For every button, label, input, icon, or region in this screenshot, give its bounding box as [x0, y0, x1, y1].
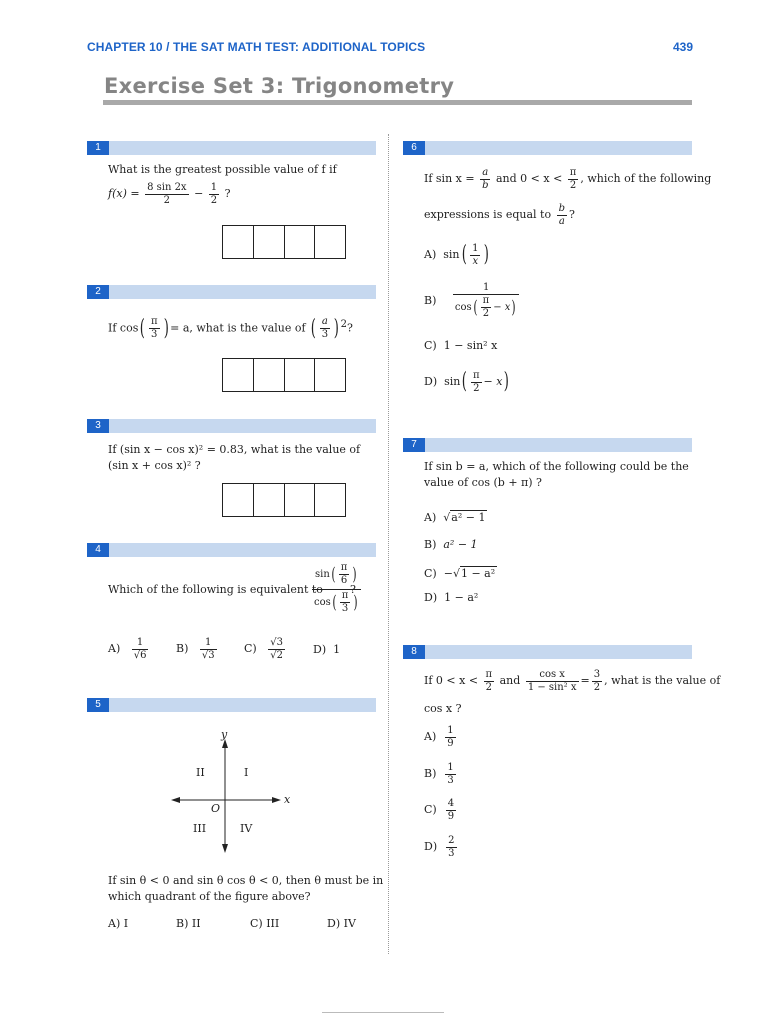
answer-cell[interactable]: [285, 359, 316, 391]
q5-choice-c[interactable]: C) III: [250, 917, 280, 930]
column-divider: [388, 134, 389, 954]
running-header: [87, 40, 693, 60]
question-number: 1: [87, 141, 109, 155]
origin-label: O: [211, 802, 221, 815]
question-bar-4: [87, 543, 376, 557]
q3-answer-grid[interactable]: [222, 483, 346, 517]
q1-tail: ?: [224, 187, 231, 200]
q7-choice-a[interactable]: A) √a² − 1: [424, 511, 486, 524]
q6-choice-b[interactable]: B) 1 cos( $\frac{\pi}{2}$ − x): [424, 282, 521, 320]
question-number: 2: [87, 285, 109, 299]
choice-label: A): [424, 730, 437, 743]
choice-den: √3: [201, 649, 215, 661]
q3-line1: If (sin x − cos x)² = 0.83, what is the value of: [108, 443, 361, 456]
q1-num2: 1: [210, 181, 218, 193]
q1-num1: 8 sin 2x: [147, 181, 187, 193]
choice-minus: −: [443, 567, 453, 580]
q6-stem: [424, 164, 711, 194]
q1-fraction-2: [209, 182, 219, 207]
question-bar-8: [403, 645, 692, 659]
choice-label: B): [176, 642, 189, 655]
answer-cell[interactable]: [223, 226, 254, 258]
q2-stem: If cos( $\frac{\pi}{3}$ ) = a, what is the value of ( $\frac{a}{3}$ ) $^2$?: [108, 315, 353, 341]
q6-and: and 0 < x <: [495, 172, 563, 185]
q6-choice-d[interactable]: D) sin( $\frac{\pi}{2}$ − x): [424, 369, 510, 394]
q8-three: 3: [593, 668, 601, 680]
quadrant-iv-label: IV: [240, 822, 253, 835]
question-number: 6: [403, 141, 425, 155]
choice-num: 1: [200, 637, 217, 650]
choice-num: 1: [447, 761, 454, 773]
q4-pi: π: [340, 562, 348, 573]
q4-sin: sin: [314, 569, 330, 580]
quadrant-figure: [168, 724, 298, 856]
q7-line2: value of cos (b + π) ?: [424, 476, 542, 489]
q5-choice-a[interactable]: A) I: [108, 917, 129, 930]
choice-den: 3: [447, 774, 454, 786]
answer-cell[interactable]: [223, 484, 254, 516]
q1-answer-grid[interactable]: [222, 225, 346, 259]
quadrant-iii-label: III: [193, 822, 207, 835]
q6-b2: b: [558, 202, 565, 214]
choice-two: 2: [482, 308, 490, 319]
x-axis-arrow-right: [272, 797, 281, 803]
choice-label: C): [424, 567, 437, 580]
q7-choice-d[interactable]: [424, 590, 478, 606]
question-bar-5: [87, 698, 376, 712]
answer-cell[interactable]: [254, 484, 285, 516]
question-bar-1: [87, 141, 376, 155]
choice-den: √2: [270, 649, 283, 661]
q4-choice-b[interactable]: [176, 634, 219, 664]
y-axis-label: y: [221, 728, 228, 741]
q1-fx: f(x) =: [108, 187, 140, 200]
answer-cell[interactable]: [315, 359, 345, 391]
q6-two: 2: [569, 179, 577, 191]
choice-den: x: [472, 255, 479, 267]
q2-eq: = a, what is the value of: [170, 321, 306, 335]
q8-choice-d[interactable]: [424, 832, 459, 862]
choice-label: B): [424, 538, 437, 551]
choice-label: A): [424, 511, 437, 524]
q8-num: cos x: [526, 669, 579, 682]
q2-pi: π: [150, 316, 158, 328]
answer-cell[interactable]: [315, 484, 345, 516]
q8-choice-c[interactable]: [424, 795, 458, 825]
q8-stem: [424, 666, 720, 696]
q4-choice-c[interactable]: [244, 634, 287, 664]
answer-cell[interactable]: [254, 359, 285, 391]
q1-expression: f(x) = $\frac{8 \sin 2x}{2}$ − $\frac{1}{2}$ ?: [108, 181, 231, 206]
choice-pi: π: [472, 369, 480, 381]
choice-value: 1: [333, 643, 341, 656]
q4-choice-d[interactable]: [313, 642, 340, 658]
q8-and: and: [499, 674, 521, 687]
choice-sin: sin: [443, 248, 460, 261]
choice-num: 2: [448, 834, 455, 846]
choice-num: 1: [472, 242, 479, 254]
question-number: 7: [403, 438, 425, 452]
q6-if: If sin x =: [424, 172, 475, 185]
q2-tail: ?: [347, 321, 353, 335]
choice-sin: sin: [444, 375, 461, 388]
answer-cell[interactable]: [254, 226, 285, 258]
q8-choice-b[interactable]: [424, 759, 458, 789]
q8-den: 1 − sin² x: [527, 681, 577, 693]
q4-stem: Which of the following is equivalent to: [108, 583, 323, 596]
page-title: Exercise Set 3: Trigonometry: [104, 74, 455, 98]
q8-eq: =: [580, 674, 590, 687]
answer-cell[interactable]: [285, 226, 316, 258]
q2-pi-over-3: [149, 316, 160, 341]
choice-label: A): [108, 642, 121, 655]
choice-den: 9: [447, 737, 454, 749]
q1-stem-text: What is the greatest possible value of f if: [108, 163, 337, 176]
choice-num: 1: [132, 637, 149, 650]
q6-choice-a[interactable]: A) sin( $\frac{1}{x}$ ): [424, 242, 490, 267]
answer-cell[interactable]: [285, 484, 316, 516]
choice-label: D): [424, 591, 438, 604]
choice-label: C): [244, 642, 257, 655]
q8-if: If 0 < x <: [424, 674, 479, 687]
q5-choice-d[interactable]: D) IV: [327, 917, 356, 930]
choice-num: 1: [453, 282, 520, 295]
q1-stem: [108, 162, 337, 178]
question-bar-2: [87, 285, 376, 299]
question-number: 3: [87, 419, 109, 433]
question-number: 4: [87, 543, 109, 557]
q6-tail: , which of the following: [580, 172, 712, 185]
choice-label: A): [424, 248, 437, 261]
q2-answer-grid[interactable]: [222, 358, 346, 392]
q4-pi-b: π: [341, 590, 349, 601]
chapter-label: CHAPTER 10 / THE SAT MATH TEST: ADDITIONAL TOPICS: [87, 40, 426, 54]
choice-two: 2: [473, 382, 480, 394]
y-axis-arrow-down: [222, 844, 228, 853]
choice-value: a² − 1: [451, 511, 486, 524]
q4-six: 6: [340, 575, 348, 586]
choice-num: √3: [270, 636, 283, 648]
choice-label: D): [424, 375, 438, 388]
choice-label: C): [424, 339, 437, 352]
choice-value: 1 − a²: [444, 591, 479, 604]
q6-a: a: [482, 166, 489, 178]
q8-two: 2: [485, 681, 493, 693]
q7-choice-b[interactable]: [424, 537, 478, 553]
choice-value: a² − 1: [443, 538, 478, 551]
question-bar-3: [87, 419, 376, 433]
question-bar-6: [403, 141, 692, 155]
q4-three: 3: [341, 603, 349, 614]
q8-two2: 2: [593, 681, 601, 693]
q7-choice-c[interactable]: C) −√1 − a²: [424, 567, 496, 580]
q7-line1: If sin b = a, which of the following could be the: [424, 460, 689, 473]
q2-square: 2: [340, 319, 348, 330]
question-number: 5: [87, 698, 109, 712]
page-number: 439: [672, 40, 693, 54]
title-underline: [103, 100, 692, 105]
quadrant-i-label: I: [244, 766, 249, 779]
q2-three: 3: [151, 329, 158, 341]
choice-num: 1: [447, 724, 454, 736]
choice-pi: π: [482, 295, 490, 306]
q1-den1: 2: [163, 194, 171, 206]
q8-tail: , what is the value of: [604, 674, 721, 687]
choice-label: B): [424, 294, 437, 307]
q8-line2: cos x ?: [424, 702, 462, 715]
q6-qmark: ?: [569, 208, 575, 221]
choice-minus-x: − x: [483, 375, 503, 388]
choice-value: 1 − sin² x: [443, 339, 498, 352]
q5-line2: which quadrant of the figure above?: [108, 890, 311, 903]
q1-den2: 2: [210, 194, 218, 206]
q8-pi: π: [485, 668, 493, 680]
footer-rule: [322, 1012, 444, 1013]
q2-if: If cos: [108, 321, 139, 335]
choice-label: D): [424, 840, 438, 853]
q2-a-over-3: [320, 316, 330, 341]
choice-label: B): [424, 767, 437, 780]
q6-a2: a: [558, 215, 565, 227]
q2-three-b: 3: [321, 329, 329, 341]
x-axis-label: x: [284, 793, 291, 806]
choice-cos: cos: [454, 302, 472, 313]
quadrant-ii-label: II: [196, 766, 205, 779]
choice-den: 3: [448, 847, 455, 859]
q6-line2: [424, 200, 575, 230]
q5-choice-b[interactable]: B) II: [176, 917, 201, 930]
q2-a: a: [321, 316, 328, 328]
q6-b: b: [482, 179, 489, 191]
choice-den: 9: [447, 810, 455, 822]
choice-label: C): [424, 803, 437, 816]
q6-choice-c[interactable]: [424, 338, 497, 354]
q4-big-fraction: sin( $\frac{\pi}{6}$ ) cos( $\frac{\pi}{3}$ ): [312, 562, 361, 615]
question-bar-7: [403, 438, 692, 452]
q4-tail: ?: [350, 583, 356, 596]
choice-label: D): [313, 643, 327, 656]
choice-minus-x: − x: [493, 302, 511, 313]
q6-pi: π: [569, 166, 577, 178]
choice-num: 4: [447, 797, 455, 809]
q4-cos: cos: [314, 597, 331, 608]
q6-line2-text: expressions is equal to: [424, 208, 552, 221]
choice-den: √6: [133, 649, 147, 661]
x-axis-arrow-left: [171, 797, 180, 803]
q3-line2: (sin x + cos x)² ?: [108, 459, 201, 472]
answer-cell[interactable]: [223, 359, 254, 391]
q1-fraction-1: [145, 182, 189, 207]
q8-choice-a[interactable]: [424, 722, 458, 752]
choice-value: 1 − a²: [460, 567, 496, 580]
answer-cell[interactable]: [315, 226, 345, 258]
question-number: 8: [403, 645, 425, 659]
q5-line1: If sin θ < 0 and sin θ cos θ < 0, then θ must be in: [108, 874, 384, 887]
q4-choice-a[interactable]: [108, 634, 150, 664]
